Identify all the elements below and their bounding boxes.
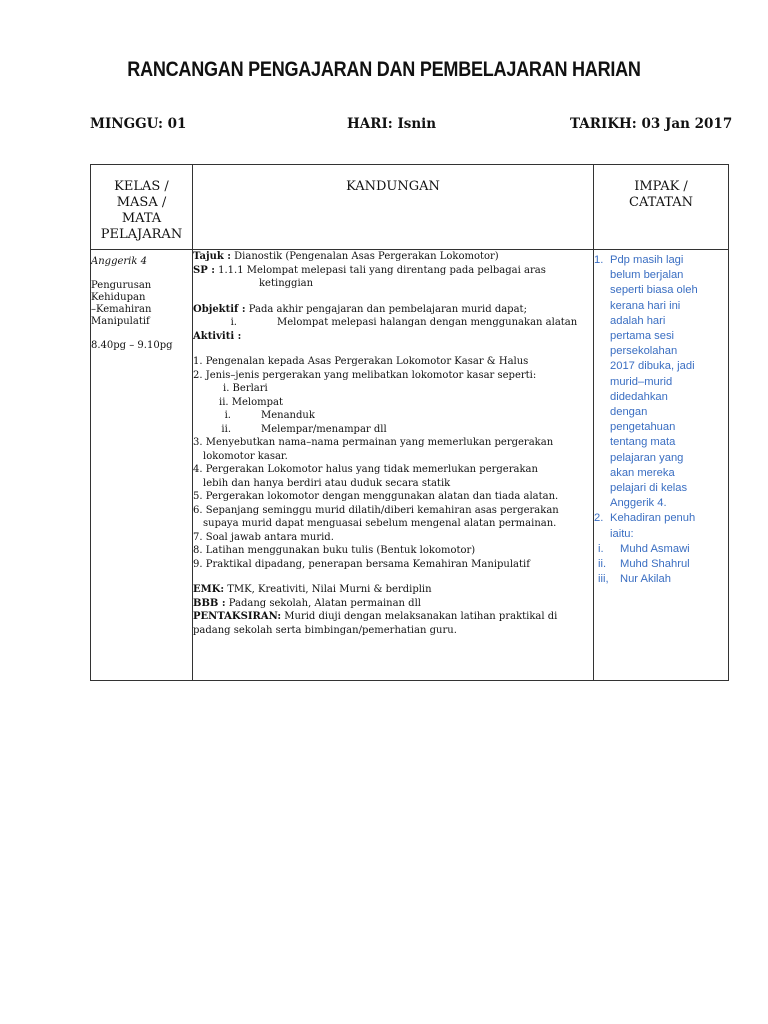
note-line: iaitu: [610, 527, 634, 540]
note-text [610, 511, 728, 541]
note-line: Anggerik 4. [610, 497, 667, 510]
hari-label: HARI: [347, 116, 393, 132]
note-line: Pdp masih lagi [610, 254, 684, 266]
tarikh-field [570, 116, 732, 132]
subject-line: Kehidupan [91, 292, 146, 303]
note-line: didedahkan [610, 390, 668, 403]
sp-line [193, 264, 593, 278]
header-kandungan-label: KANDUNGAN [346, 179, 440, 194]
activity-item: 9. Praktikal dipadang, penerapan bersama Kemahiran Manipulatif [193, 558, 530, 570]
header-masa-line: MASA / [116, 195, 167, 210]
note-line: Kehadiran penuh [610, 512, 696, 525]
note-text [610, 253, 728, 511]
page-title: RANCANGAN PENGAJARAN DAN PEMBELAJARAN HARIAN [127, 58, 641, 81]
header-kelas-line: KELAS / [114, 179, 169, 194]
header-kandungan [193, 165, 594, 250]
pentaksiran-line [193, 610, 593, 624]
activity-subitem [193, 409, 593, 423]
activity-continuation: lebih dan hanya berdiri atau duduk secara statik [203, 477, 451, 489]
activity-subitem [193, 423, 593, 437]
attendee-number: iii, [598, 573, 609, 586]
subject-line: –Kemahiran [91, 304, 152, 315]
note-line: belum berjalan [610, 269, 684, 282]
bbb-label: BBB : [193, 597, 226, 609]
objektif-item [193, 316, 593, 330]
sp-label: SP : [193, 264, 215, 276]
pentaksiran-continuation: padang sekolah serta bimbingan/pemerhatian guru. [193, 624, 457, 636]
subject-line: Manipulatif [91, 316, 150, 327]
attendee-name: Nur Akilah [620, 573, 671, 586]
activity-item: 2. Jenis–jenis pergerakan yang melibatkan lokomotor kasar seperti: [193, 369, 537, 381]
note-line: pelajari di kelas [610, 482, 688, 495]
kelas-masa-cell [91, 250, 193, 681]
objektif-text: Pada akhir pengajaran dan pembelajaran murid dapat; [248, 303, 527, 315]
subject-line: Pengurusan [91, 280, 152, 291]
activity-subitem: i. Berlari [223, 383, 268, 394]
activity-subitem-num: ii. [221, 423, 231, 435]
objektif-line [193, 303, 593, 317]
kandungan-cell [193, 250, 594, 681]
emk-label: EMK: [193, 584, 225, 595]
activity-item: 1. Pengenalan kepada Asas Pergerakan Lokomotor Kasar & Halus [193, 356, 529, 367]
attendee-row [594, 572, 728, 587]
activity-continuation: lokomotor kasar. [203, 450, 288, 462]
header-row [91, 165, 729, 250]
attendee-row [594, 557, 728, 572]
note-line: murid–murid [610, 375, 673, 388]
attendee-number: ii. [598, 558, 607, 571]
attendee-number: i. [598, 542, 604, 555]
activity-item: 4. Pergerakan Lokomotor halus yang tidak memerlukan pergerakan [193, 464, 538, 475]
tajuk-line [193, 250, 593, 264]
minggu-field [90, 116, 186, 132]
hari-field [347, 116, 436, 132]
activity-continuation: supaya murid dapat menguasai sebelum mengenal alatan permainan. [203, 518, 557, 529]
tajuk-text: Dianostik (Pengenalan Asas Pergerakan Lokomotor) [234, 251, 499, 262]
activity-item: 3. Menyebutkan nama–nama permainan yang memerlukan pergerakan [193, 437, 554, 448]
note-line: dengan [610, 406, 648, 419]
activity-subitem-text: Menanduk [261, 410, 315, 421]
note-line: pengetahuan [610, 421, 676, 434]
attendee-row [594, 542, 728, 557]
header-kelas [91, 165, 193, 250]
tarikh-value: 03 Jan 2017 [641, 116, 733, 132]
objektif-label: Objektif : [193, 303, 246, 315]
header-catatan-line: CATATAN [629, 195, 693, 210]
activity-item: 8. Latihan menggunakan buku tulis (Bentuk lokomotor) [193, 545, 476, 556]
activity-item: 6. Sepanjang seminggu murid dilatih/diberi kemahiran asas pergerakan [193, 504, 559, 516]
aktiviti-label: Aktiviti : [193, 330, 242, 342]
pentaksiran-label: PENTAKSIRAN: [193, 611, 282, 622]
impak-catatan-cell [594, 250, 729, 681]
attendee-name: Muhd Asmawi [620, 542, 690, 555]
note-line: tentang mata [610, 436, 676, 449]
bbb-text: Padang sekolah, Alatan permainan dll [228, 597, 421, 609]
pentaksiran-text: Murid diuji dengan melaksanakan latihan praktikal di [284, 611, 558, 622]
activity-subitem-num: i. [224, 410, 231, 421]
note-line: pelajaran yang [610, 451, 684, 464]
emk-text: TMK, Kreativiti, Nilai Murni & berdiplin [227, 584, 432, 595]
tarikh-label: TARIKH: [570, 116, 637, 132]
header-impak [594, 165, 729, 250]
tajuk-label: Tajuk : [193, 251, 231, 262]
note-item [594, 511, 728, 541]
note-line: akan mereka [610, 466, 675, 479]
activity-item: 7. Soal jawab antara murid. [193, 531, 334, 543]
sp-text: 1.1.1 Melompat melepasi tali yang direntang pada pelbagai aras [218, 264, 546, 276]
attendee-name: Muhd Shahrul [620, 558, 690, 571]
hari-value: Isnin [397, 116, 437, 132]
content-row [91, 250, 729, 681]
sp-continuation: ketinggian [259, 278, 314, 289]
note-line: adalah hari [610, 314, 666, 327]
objektif-item-num: i. [230, 317, 237, 328]
emk-line [193, 583, 593, 597]
class-name: Anggerik 4 [91, 256, 147, 267]
note-line: kerana hari ini [610, 299, 681, 312]
note-line: persekolahan [610, 345, 678, 358]
note-line: pertama sesi [610, 330, 675, 343]
note-line: 2017 dibuka, jadi [610, 360, 695, 373]
activity-subitem: ii. Melompat [219, 396, 283, 408]
objektif-item-text: Melompat melepasi halangan dengan menggunakan alatan [277, 317, 578, 328]
bbb-line [193, 597, 593, 611]
lesson-time: 8.40pg – 9.10pg [91, 340, 173, 351]
activity-item: 5. Pergerakan lokomotor dengan menggunakan alatan dan tiada alatan. [193, 491, 559, 502]
minggu-label: MINGGU: [90, 116, 163, 132]
note-number: 2. [594, 512, 604, 525]
minggu-value: 01 [167, 116, 187, 132]
lesson-plan-table [90, 164, 729, 681]
activity-subitem-text: Melempar/menampar dll [261, 423, 387, 435]
header-mata-line: MATA [121, 211, 162, 226]
header-pelajaran-line: PELAJARAN [100, 227, 183, 242]
header-impak-line: IMPAK / [634, 179, 688, 194]
note-number: 1. [594, 254, 604, 266]
note-item [594, 253, 728, 511]
note-line: seperti biasa oleh [610, 284, 698, 297]
